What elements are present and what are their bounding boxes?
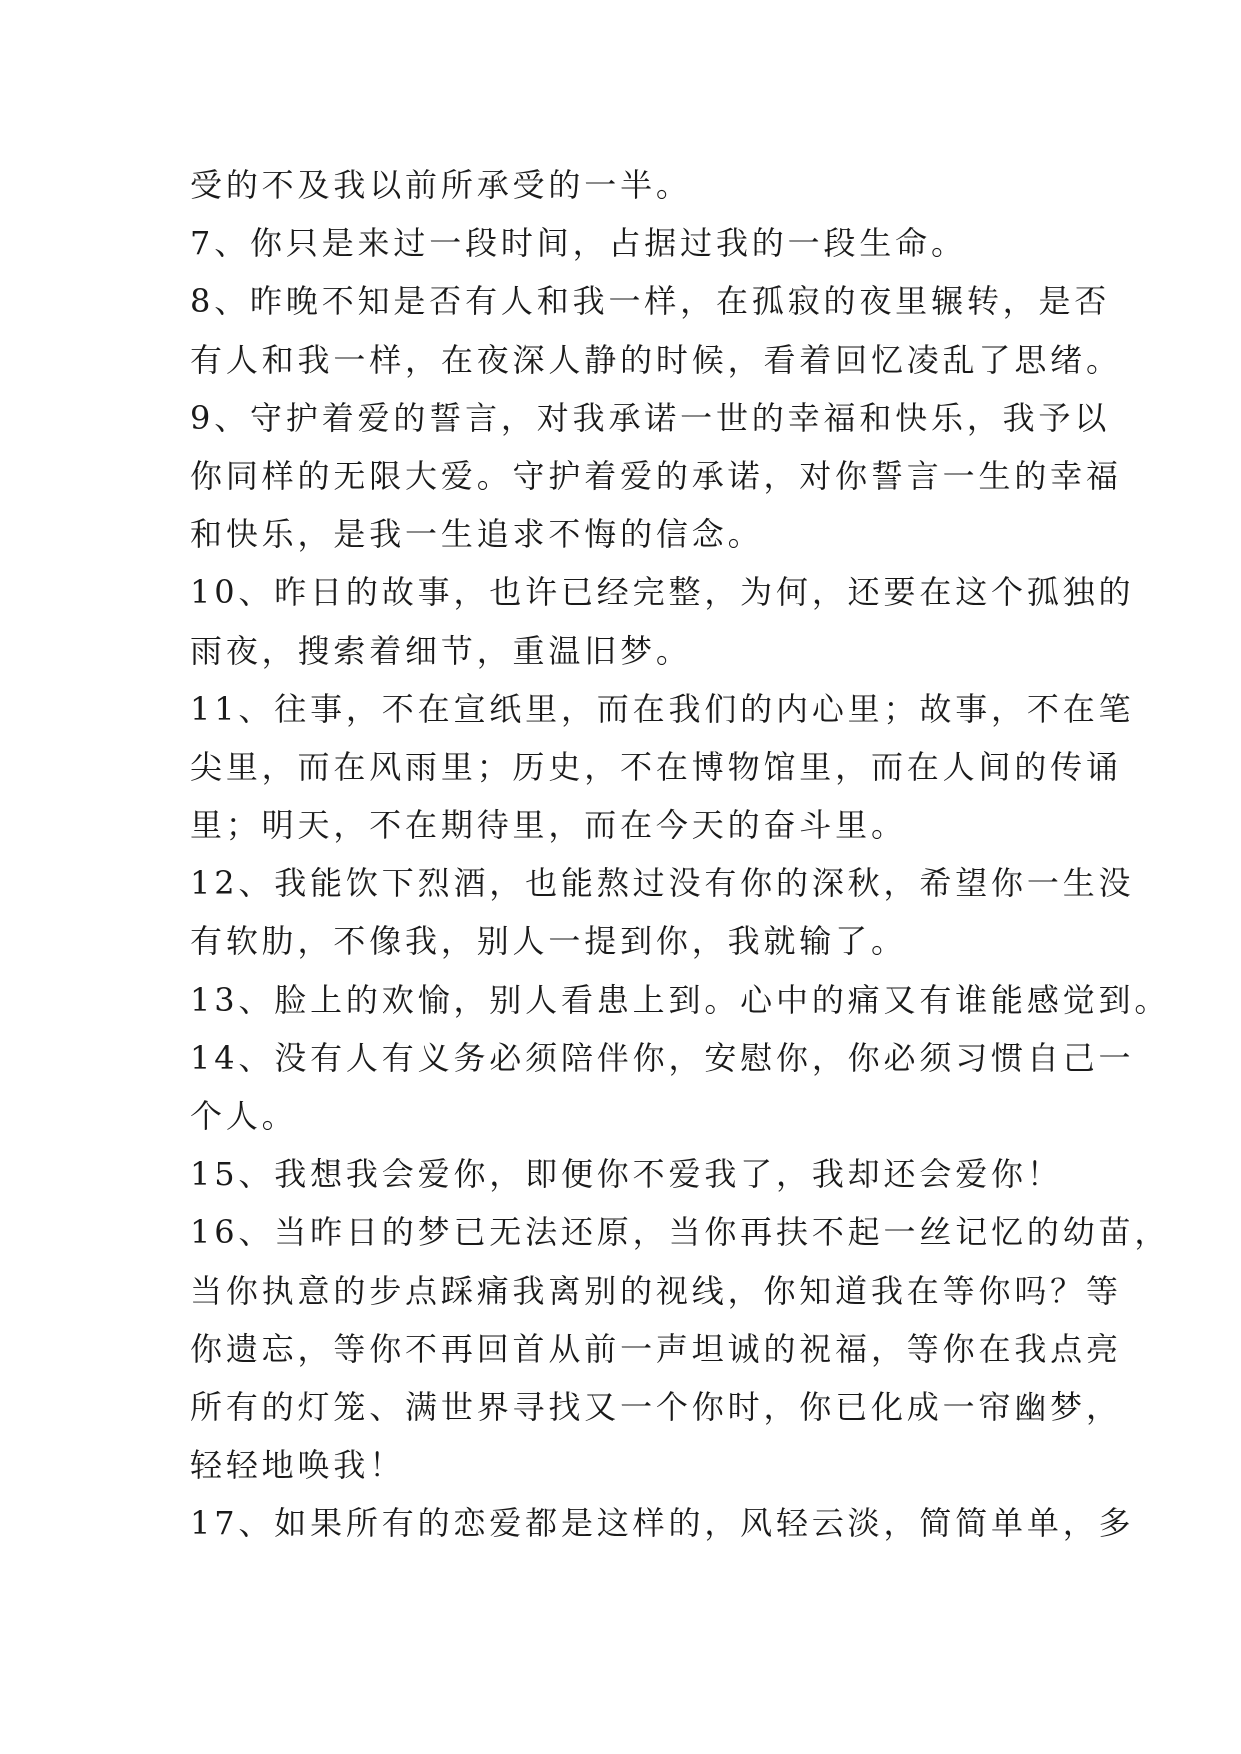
text-line: 7、你只是来过一段时间，占据过我的一段生命。 xyxy=(190,224,967,263)
text-line: 13、脸上的欢愉，别人看患上到。心中的痛又有谁能感觉到。 xyxy=(190,980,1171,1019)
text-line: 16、当昨日的梦已无法还原，当你再扶不起一丝记忆的幼苗， xyxy=(190,1213,1171,1252)
text-line: 有人和我一样，在夜深人静的时候，看着回忆凌乱了思绪。 xyxy=(190,340,1122,379)
text-line: 9、守护着爱的誓言，对我承诺一世的幸福和快乐，我予以 xyxy=(190,398,1111,437)
text-line: 17、如果所有的恋爱都是这样的，风轻云淡，简简单单，多 xyxy=(190,1504,1135,1543)
text-line: 和快乐，是我一生追求不悔的信念。 xyxy=(190,515,764,554)
text-line: 12、我能饮下烈酒，也能熬过没有你的深秋，希望你一生没 xyxy=(190,864,1135,903)
document-page xyxy=(190,156,1171,1553)
text-line: 你同样的无限大爱。守护着爱的承诺，对你誓言一生的幸福 xyxy=(190,456,1122,495)
text-line: 11、往事，不在宣纸里，而在我们的内心里；故事，不在笔 xyxy=(190,689,1135,728)
text-line: 15、我想我会爱你，即便你不爱我了，我却还会爱你！ xyxy=(190,1155,1063,1194)
text-line: 轻轻地唤我！ xyxy=(190,1446,406,1485)
text-line: 里；明天，不在期待里，而在今天的奋斗里。 xyxy=(190,806,907,845)
text-line: 受的不及我以前所承受的一半。 xyxy=(190,166,692,204)
text-line: 雨夜，搜索着细节，重温旧梦。 xyxy=(190,631,692,670)
text-line: 你遗忘，等你不再回首从前一声坦诚的祝福，等你在我点亮 xyxy=(190,1329,1122,1368)
text-line: 10、昨日的故事，也许已经完整，为何，还要在这个孤独的 xyxy=(190,573,1135,612)
text-line: 有软肋，不像我，别人一提到你，我就输了。 xyxy=(190,922,907,961)
text-line: 个人。 xyxy=(190,1097,298,1135)
text-line: 所有的灯笼、满世界寻找又一个你时，你已化成一帘幽梦， xyxy=(190,1387,1122,1426)
text-line: 14、没有人有义务必须陪伴你，安慰你，你必须习惯自己一 xyxy=(190,1038,1135,1077)
text-line: 当你执意的步点踩痛我离别的视线，你知道我在等你吗？等 xyxy=(190,1271,1122,1310)
text-line: 8、昨晚不知是否有人和我一样，在孤寂的夜里辗转，是否 xyxy=(190,282,1111,321)
text-line: 尖里，而在风雨里；历史，不在博物馆里，而在人间的传诵 xyxy=(190,747,1122,786)
